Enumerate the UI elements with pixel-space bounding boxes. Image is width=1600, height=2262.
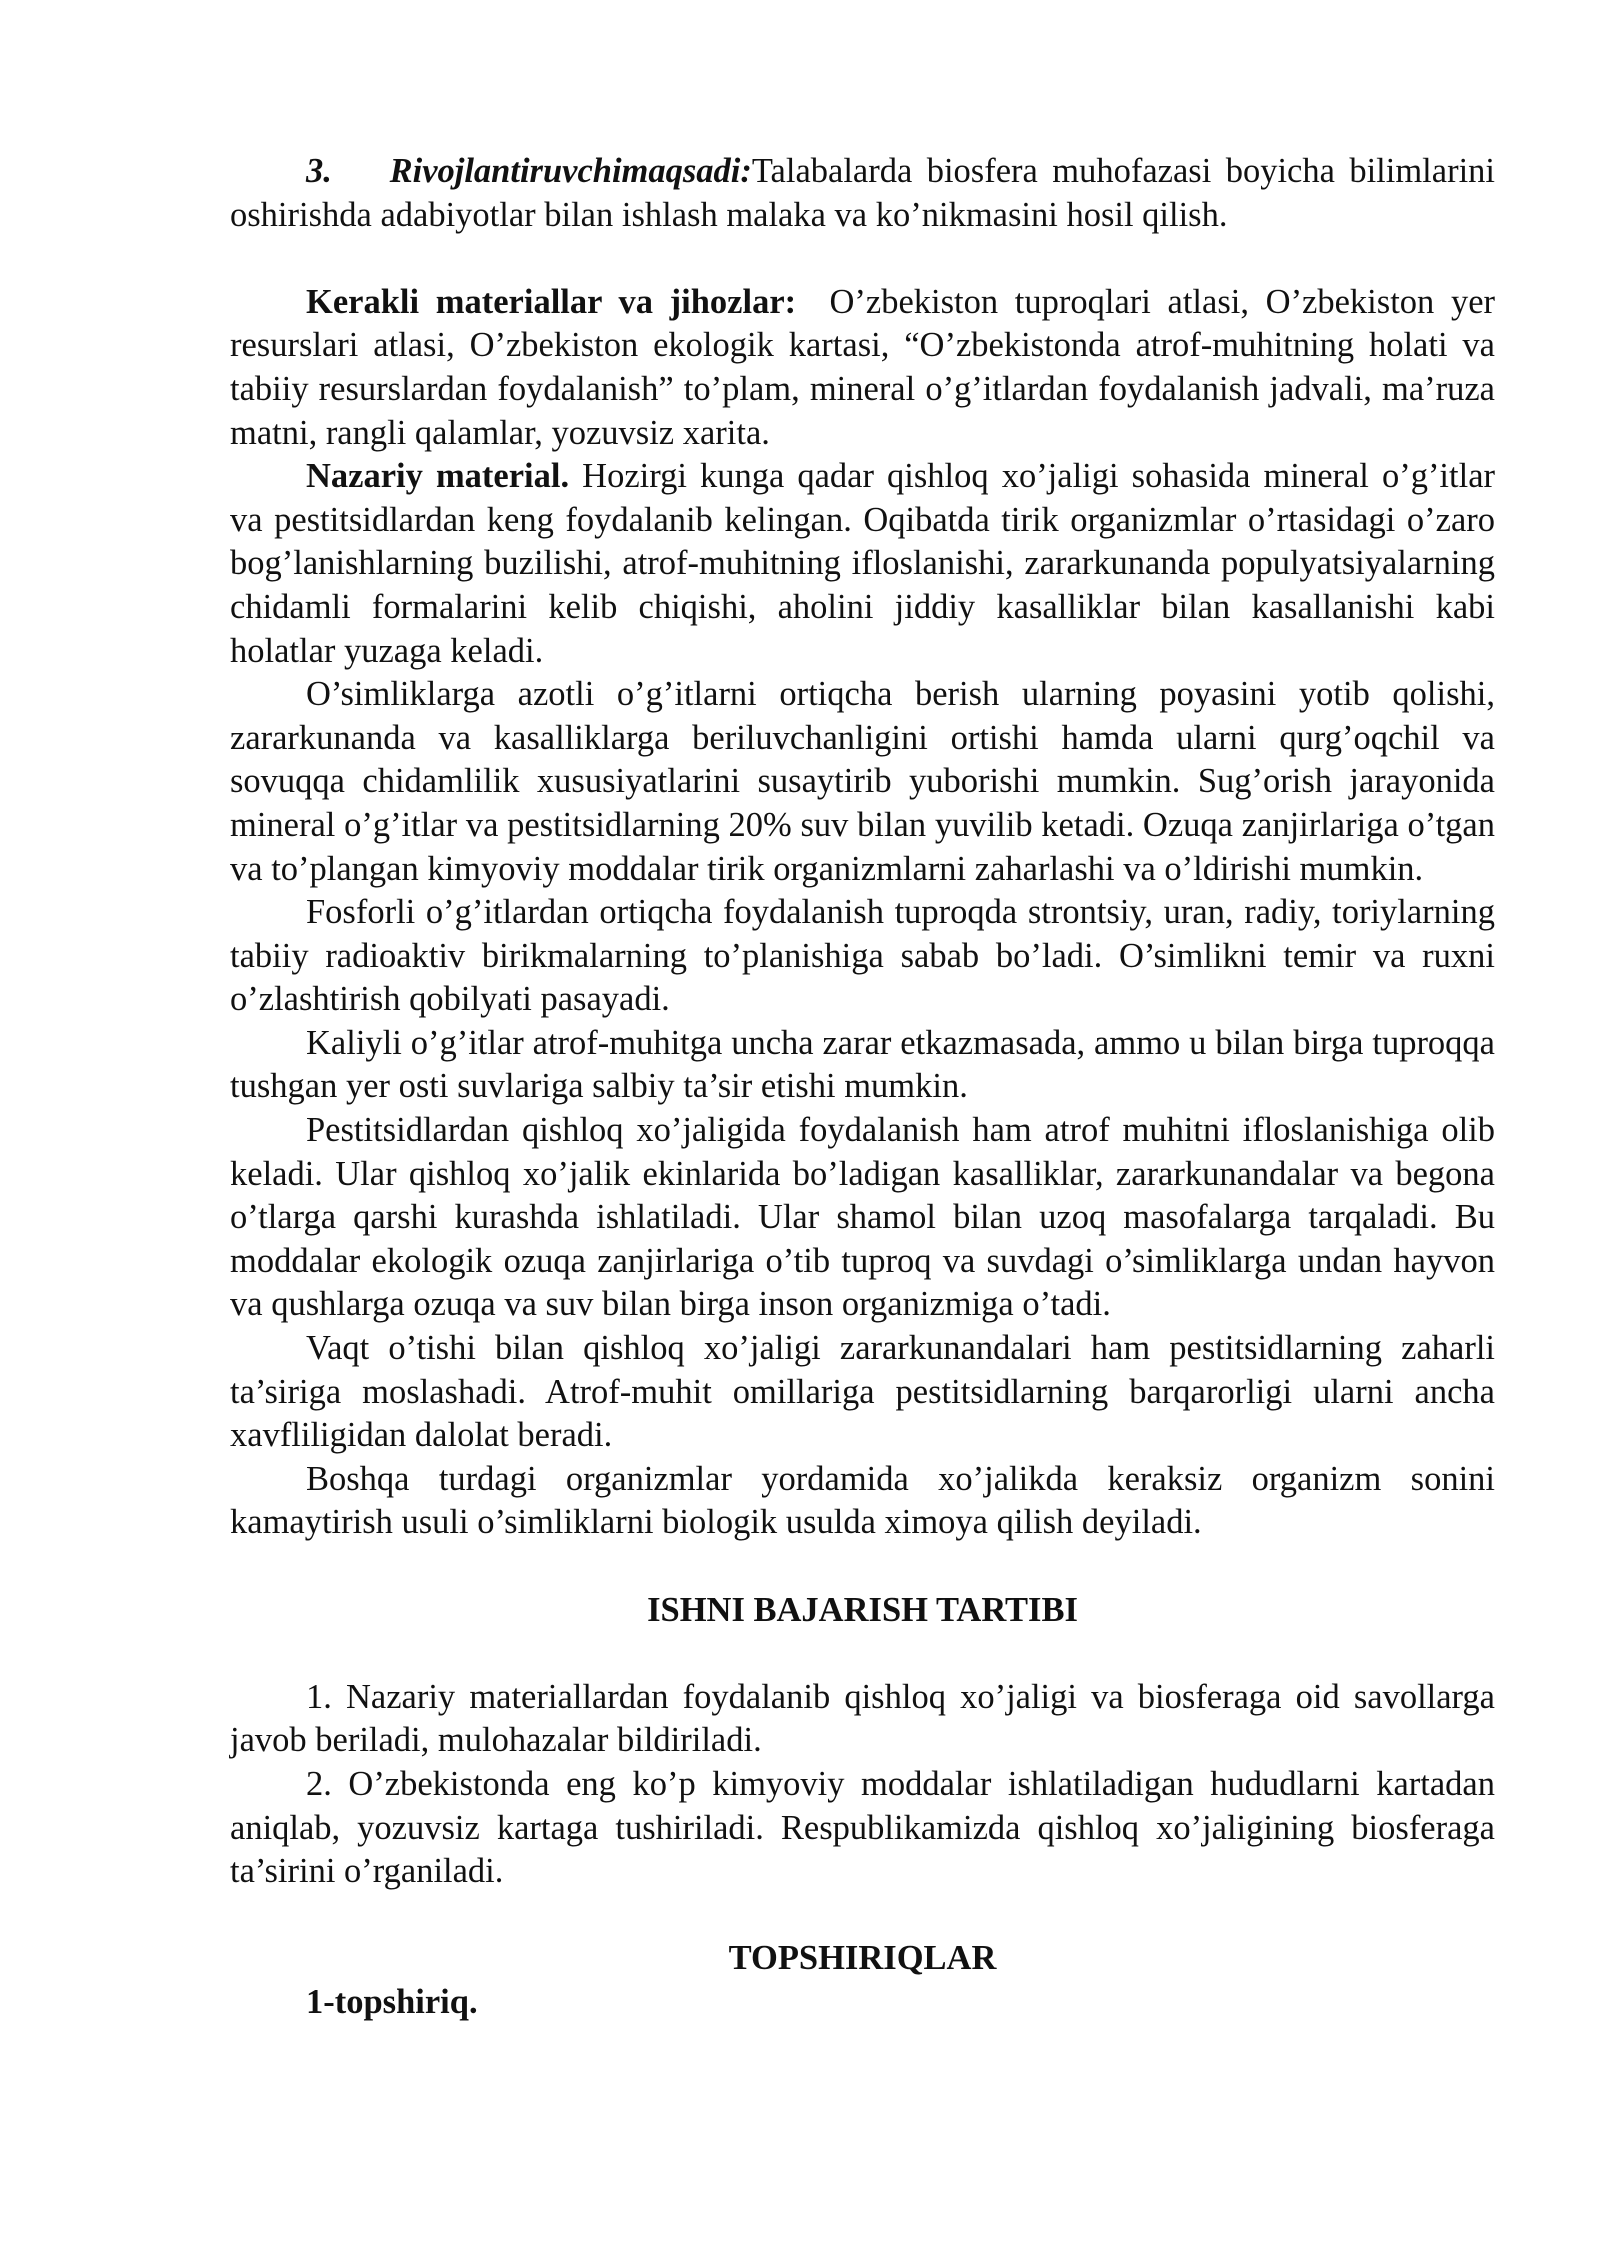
- spacer: [230, 1545, 1495, 1589]
- goal-paragraph: [230, 150, 1495, 237]
- body-paragraph: Boshqa turdagi organizmlar yordamida xo’jalikda keraksiz organizm sonini kamaytirish usuli o’simliklarni biologik usulda ximoya qilish deyiladi.: [230, 1459, 1495, 1542]
- goal-text: Talabalarda biosfera muhofazasi boyicha bilimlarini oshirishda adabiyotlar bilan ishlash malaka va ko’nikmasini hosil qilish.: [230, 152, 1495, 234]
- goal-number: 3.: [306, 152, 332, 190]
- procedure-heading: ISHNI BAJARISH TARTIBI: [647, 1590, 1078, 1629]
- body-paragraph: Vaqt o’tishi bilan qishloq xo’jaligi zararkunandalari ham pestitsidlarning zaharli ta’siriga moslashadi. Atrof-muhit omillariga pestitsidlarning barqarorligi ularni ancha xavfliligidan dalolat beradi.: [230, 1329, 1495, 1455]
- spacer: [230, 1632, 1495, 1676]
- spacer: [230, 1894, 1495, 1938]
- tasks-heading: TOPSHIRIQLAR: [728, 1939, 997, 1978]
- body-paragraph: Fosforli o’g’itlardan ortiqcha foydalanish tuproqda strontsiy, uran, radiy, toriylarning tabiiy radioaktiv birikmalarning to’planishiga sabab bo’ladi. O’simlikni temir va ruxni o’zlashtirish qobilyati pasayadi.: [230, 893, 1495, 1019]
- goal-label: Rivojlantiruvchimaqsadi:: [389, 152, 752, 190]
- body-paragraph: Pestitsidlardan qishloq xo’jaligida foydalanish ham atrof muhitni ifloslanishiga olib keladi. Ular qishloq xo’jalik ekinlarida bo’ladigan kasalliklar, zararkunandalar va begona o’tlarga qarshi kurashda ishlatiladi. Ular shamol bilan uzoq masofalarga tarqaladi. Bu moddalar ekologik ozuqa zanjirlariga o’tib tuproq va suvdagi o’simliklarga undan hayvon va qushlarga ozuqa va suv bilan birga inson organizmiga o’tadi.: [230, 1111, 1495, 1324]
- task-label: 1-topshiriq.: [306, 1982, 478, 2021]
- materials-text: O’zbekiston tuproqlari atlasi, O’zbekiston yer resurslari atlasi, O’zbekiston ekologik kartasi, “O’zbekistonda atrof-muhitning holati va tabiiy resurslardan foydalanish” to’plam, mineral o’g’itlardan foydalanish jadvali, ma’ruza matni, rangli qalamlar, yozuvsiz xarita.: [230, 282, 1496, 452]
- theory-label: Nazariy material.: [306, 457, 570, 496]
- spacer: [230, 237, 1495, 281]
- materials-label: Kerakli materiallar va jihozlar:: [306, 282, 797, 321]
- theory-paragraph: [230, 455, 1495, 673]
- theory-text: Hozirgi kunga qadar qishloq xo’jaligi sohasida mineral o’g’itlar va pestitsidlardan keng foydalanib kelingan. Oqibatda tirik organizmlar o’rtasidagi o’zaro bog’lanishlarning buzilishi, atrof-muhitning ifloslanishi, zararkunanda populyatsiyalarning chidamli formalarini kelib chiqishi, aholini jiddiy kasalliklar bilan kasallanishi kabi holatlar yuzaga keladi.: [230, 457, 1495, 670]
- materials-paragraph: [230, 281, 1495, 455]
- document-page: [230, 150, 1495, 2025]
- body-paragraph: O’simliklarga azotli o’g’itlarni ortiqcha berish ularning poyasini yotib qolishi, zararkunanda va kasalliklarga beriluvchanligini ortishi hamda ularni qurg’oqchil va sovuqqa chidamlilik xususiyatlarini susaytirib yuborishi mumkin. Sug’orish jarayonida mineral o’g’itlar va pestitsidlarning 20% suv bilan yuvilib ketadi. Ozuqa zanjirlariga o’tgan va to’plangan kimyoviy moddalar tirik organizmlarni zaharlashi va o’ldirishi mumkin.: [230, 675, 1495, 888]
- body-paragraph: Kaliyli o’g’itlar atrof-muhitga uncha zarar etkazmasada, ammo u bilan birga tuproqqa tushgan yer osti suvlariga salbiy ta’sir etishi mumkin.: [230, 1023, 1495, 1106]
- procedure-step: 1. Nazariy materiallardan foydalanib qishloq xo’jaligi va biosferaga oid savollarga javob beriladi, mulohazalar bildiriladi.: [230, 1677, 1495, 1760]
- procedure-step: 2. O’zbekistonda eng ko’p kimyoviy moddalar ishlatiladigan hududlarni kartadan aniqlab, yozuvsiz kartaga tushiriladi. Respublikamizda qishloq xo’jaligining biosferaga ta’sirini o’rganiladi.: [230, 1764, 1495, 1891]
